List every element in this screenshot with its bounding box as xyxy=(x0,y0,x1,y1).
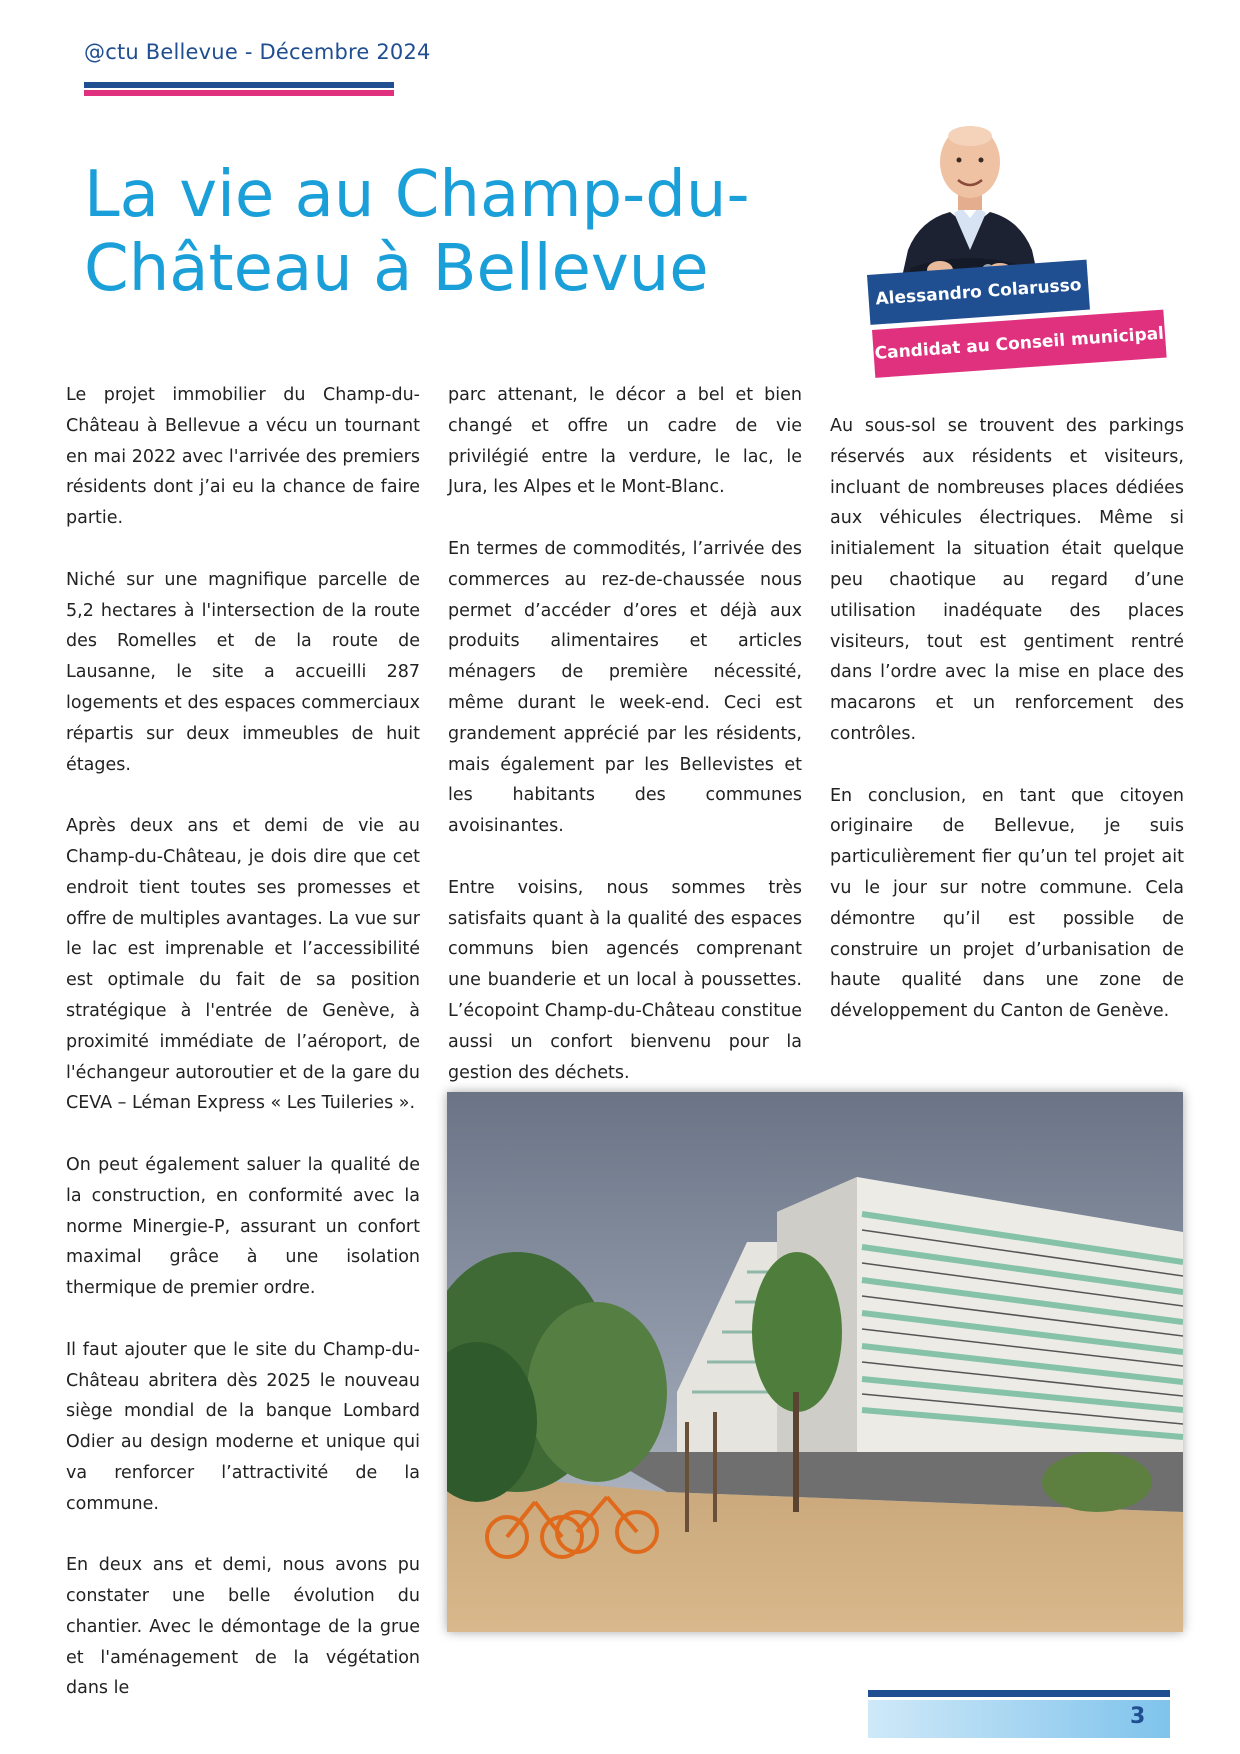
building-photo xyxy=(447,1092,1183,1632)
paragraph: En termes de commodités, l’arrivée des commerces au rez-de-chaussée nous permet d’accéder d’ores et déjà aux produits alimentaires et articles ménagers de première nécessité, même durant le week-end. Ceci est grandement apprécié par les résidents, mais également par les Bellevistes et les habitants des communes avoisinantes. xyxy=(448,538,802,837)
author-role-tag: Candidat au Conseil municipal xyxy=(872,310,1167,378)
title-line-2: Château à Bellevue xyxy=(84,232,709,306)
paragraph: Il faut ajouter que le site du Champ-du-Château abritera dès 2025 le nouveau siège mondial de la banque Lombard Odier au design moderne et unique qui va renforcer l’attractivité de la commune. xyxy=(66,1339,420,1514)
article-title xyxy=(84,158,804,306)
article-column-3 xyxy=(830,411,1184,1058)
page-number: 3 xyxy=(1130,1704,1146,1729)
article-column-2 xyxy=(448,380,802,1119)
paragraph: Le projet immobilier du Champ-du-Château à Bellevue a vécu un tournant en mai 2022 avec l'arrivée des premiers résidents dont j’ai eu la chance de faire partie. xyxy=(66,385,420,529)
paragraph: Niché sur une magnifique parcelle de 5,2 hectares à l'intersection de la route des Romelles et de la route de Lausanne, le site a accueilli 287 logements et des espaces commerciaux répartis sur deux immeubles de huit étages. xyxy=(66,569,420,775)
header-line: @ctu Bellevue - Décembre 2024 xyxy=(84,40,431,64)
article-column-1 xyxy=(66,380,420,1735)
paragraph: Après deux ans et demi de vie au Champ-du-Château, je dois dire que cet endroit tient toutes ses promesses et offre de multiples avantages. La vue sur le lac est imprenable et l’accessibilité est optimale du fait de sa position stratégique à l'entrée de Genève, à proximité immédiate de l’aéroport, de l'échangeur autoroutier et de la gare du CEVA – Léman Express « Les Tuileries ». xyxy=(66,816,420,1114)
header-rule-blue xyxy=(84,82,394,88)
paragraph: parc attenant, le décor a bel et bien changé et offre un cadre de vie privilégié entre la verdure, le lac, le Jura, les Alpes et le Mont-Blanc. xyxy=(448,385,802,498)
paragraph: En deux ans et demi, nous avons pu constater une belle évolution du chantier. Avec le démontage de la grue et l'aménagement de la végétation dans le xyxy=(66,1555,420,1699)
footer-band xyxy=(868,1700,1170,1738)
footer-rule xyxy=(868,1690,1170,1697)
author-name-tag: Alessandro Colarusso xyxy=(867,260,1090,325)
title-line-1: La vie au Champ-du- xyxy=(84,158,750,232)
paragraph: Entre voisins, nous sommes très satisfaits quant à la qualité des espaces communs bien agencés comprenant une buanderie et un local à poussettes. L’écopoint Champ-du-Château constitue aussi un confort bienvenu pour la gestion des déchets. xyxy=(448,877,802,1083)
header-rule-pink xyxy=(84,90,394,96)
paragraph: Au sous-sol se trouvent des parkings réservés aux résidents et visiteurs, incluant de nombreuses places dédiées aux véhicules électriques. Même si initialement la situation était quelque peu chaotique au regard d’une utilisation inadéquate des places visiteurs, tout est gentiment rentré dans l’ordre avec la mise en place des macarons et un renforcement des contrôles. xyxy=(830,416,1184,744)
paragraph: En conclusion, en tant que citoyen originaire de Bellevue, je suis particulièrement fier qu’un tel projet ait vu le jour sur notre commune. Cela démontre qu’il est possible de construire un projet d’urbanisation de haute qualité dans une zone de développement du Canton de Genève. xyxy=(830,785,1184,1022)
paragraph: On peut également saluer la qualité de la construction, en conformité avec la norme Minergie-P, assurant un confort maximal grâce à une isolation thermique de premier ordre. xyxy=(66,1154,420,1299)
